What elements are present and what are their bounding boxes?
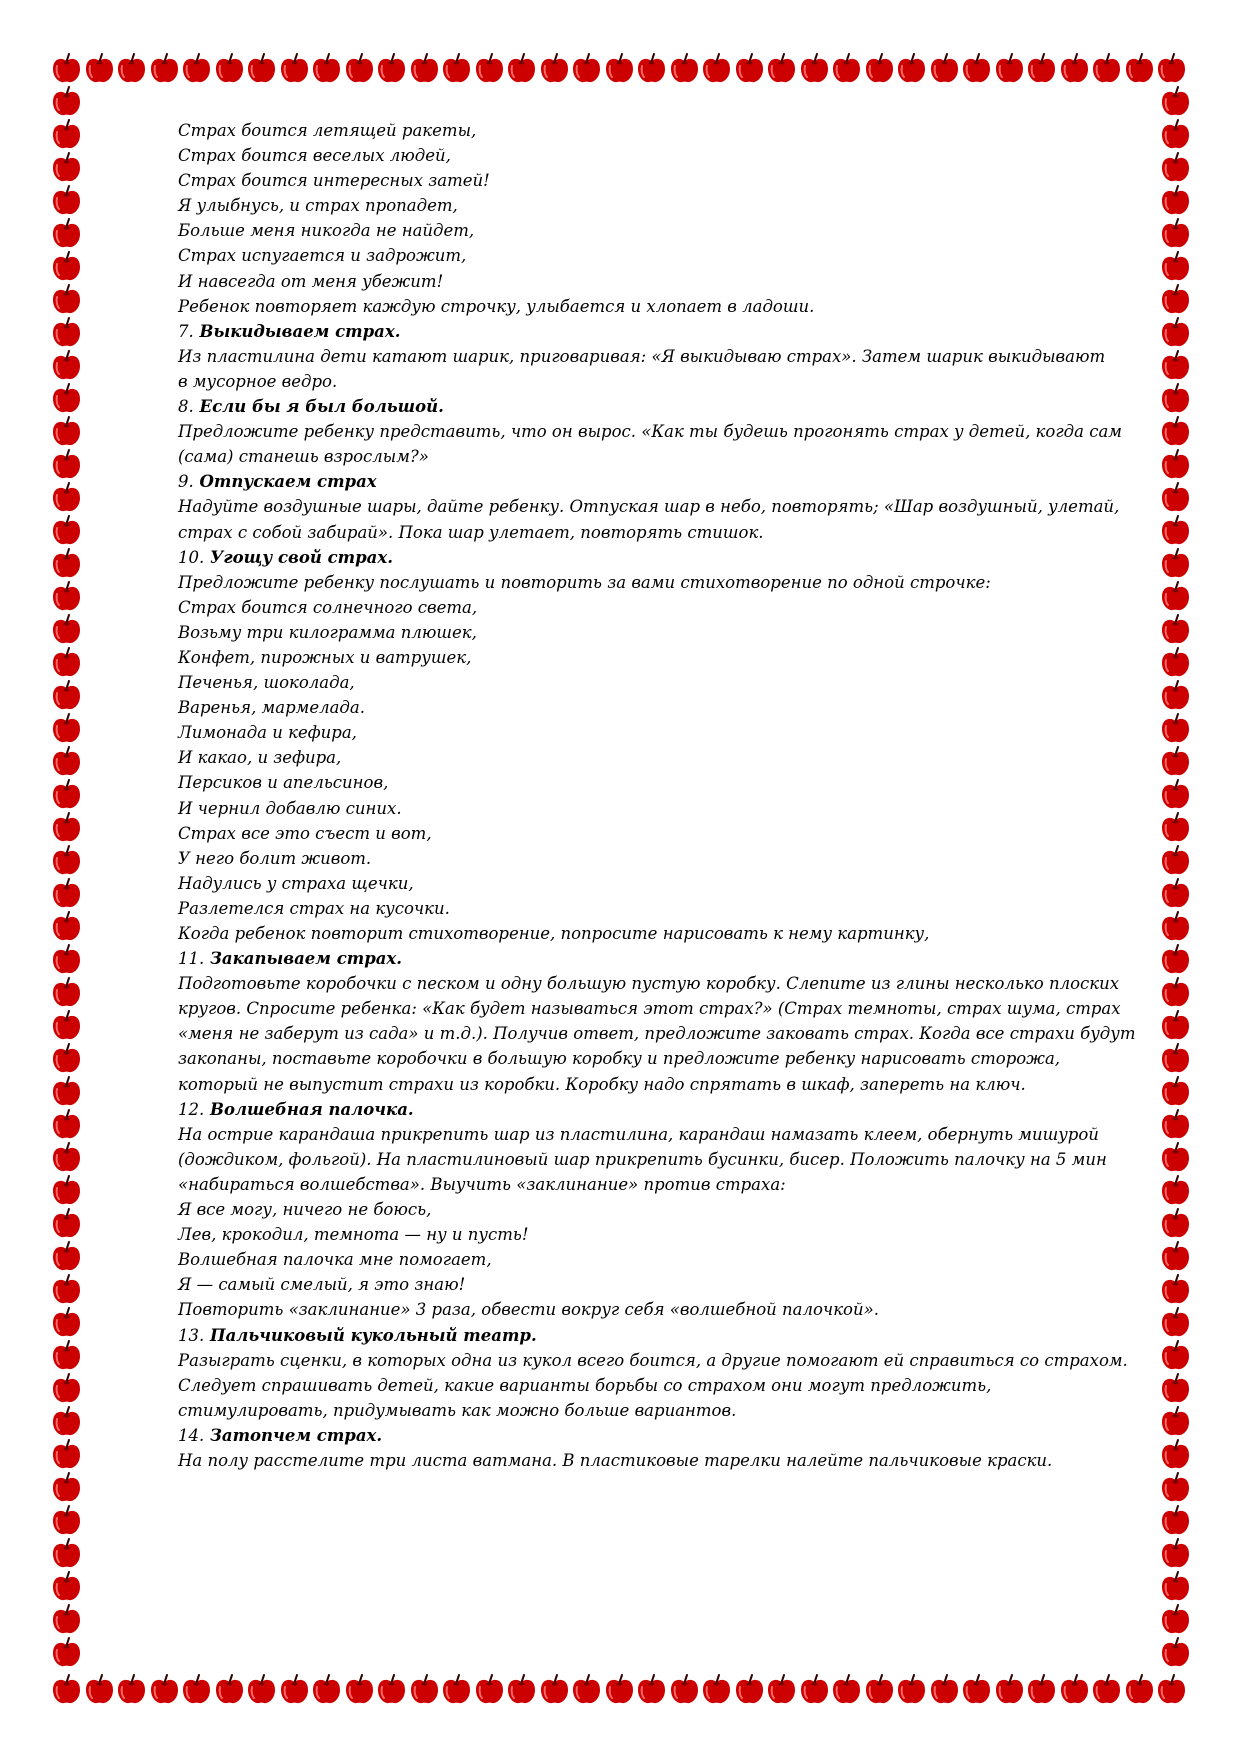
apple-icon — [50, 877, 83, 910]
apple-icon — [668, 1673, 701, 1706]
apple-icon — [538, 1673, 571, 1706]
apple-icon — [1159, 1603, 1192, 1636]
text-line: Страх испугается и задрожит, — [178, 246, 467, 266]
apple-icon — [1159, 151, 1192, 184]
section-title: Выкидываем страх. — [199, 321, 401, 341]
apple-icon — [50, 1306, 83, 1339]
text-line: Персиков и апельсинов, — [178, 773, 389, 793]
text-line: Больше меня никогда не найдет, — [178, 221, 475, 241]
apple-icon — [1090, 52, 1123, 85]
apple-icon — [668, 52, 701, 85]
text-line: закопаны, поставьте коробочки в большую коробку и предложите ребенку нарисовать сторожа, — [178, 1049, 1061, 1069]
section-heading — [178, 946, 1163, 971]
text-line: Предложите ребенку послушать и повторить за вами стихотворение по одной строчке: — [178, 572, 991, 592]
apple-icon — [1159, 778, 1192, 811]
apple-icon — [928, 1673, 961, 1706]
apple-icon — [440, 1673, 473, 1706]
apple-icon — [50, 1141, 83, 1174]
apple-icon — [798, 52, 831, 85]
apple-icon — [50, 1537, 83, 1570]
section-heading — [178, 319, 1163, 344]
text-line: Я улыбнусь, и страх пропадет, — [178, 196, 458, 216]
apple-icon — [1159, 679, 1192, 712]
text-line: Когда ребенок повторит стихотворение, попросите нарисовать к нему картинку, — [178, 924, 930, 943]
apple-icon — [1159, 877, 1192, 910]
apple-icon — [635, 52, 668, 85]
text-line: Я — самый смелый, я это знаю! — [178, 1275, 466, 1295]
apple-icon — [603, 1673, 636, 1706]
apple-icon — [50, 382, 83, 415]
apple-icon — [1159, 745, 1192, 778]
apple-icon — [1159, 1009, 1192, 1042]
apple-icon — [278, 52, 311, 85]
apple-icon — [1159, 811, 1192, 844]
text-line: Из пластилина дети катают шарик, приговаривая: «Я выкидываю страх». Затем шарик выкидывают — [178, 346, 1106, 366]
apple-icon — [1025, 52, 1058, 85]
apple-icon — [50, 514, 83, 547]
apple-icon — [50, 844, 83, 877]
apple-icon — [1159, 1306, 1192, 1339]
apple-icon — [213, 52, 246, 85]
apple-icon — [1159, 1042, 1192, 1075]
apple-icon — [50, 712, 83, 745]
text-line: Я все могу, ничего не боюсь, — [178, 1200, 432, 1220]
section-number: 8. — [178, 397, 194, 417]
section-number: 10. — [178, 547, 205, 567]
document-body — [178, 118, 1163, 1473]
apple-icon — [1159, 1339, 1192, 1372]
apple-border-bottom — [50, 1673, 1188, 1706]
apple-icon — [1123, 52, 1156, 85]
section-title: Волшебная палочка. — [210, 1099, 414, 1119]
apple-icon — [928, 52, 961, 85]
apple-icon — [570, 52, 603, 85]
text-line: «меня не заберут из сада» и т.д.). Получив ответ, предложите заковать страх. Когда все страхи будут — [178, 1024, 1136, 1044]
text-line: кругов. Спросите ребенка: «Как будет называться этот страх?» (Страх темноты, страх шума, страх — [178, 999, 1121, 1019]
section-number: 11. — [178, 949, 205, 969]
apple-icon — [1159, 448, 1192, 481]
apple-icon — [895, 52, 928, 85]
text-line: Страх все это съест и вот, — [178, 823, 432, 843]
apple-icon — [1159, 1240, 1192, 1273]
text-line: Подготовьте коробочки с песком и одну большую пустую коробку. Слепите из глины несколько плоских — [178, 974, 1120, 994]
text-line: в мусорное ведро. — [178, 371, 338, 391]
apple-icon — [1159, 1141, 1192, 1174]
apple-icon — [50, 1504, 83, 1537]
apple-icon — [765, 52, 798, 85]
apple-icon — [310, 1673, 343, 1706]
apple-icon — [115, 52, 148, 85]
text-line: Страх боится интересных затей! — [178, 171, 490, 191]
apple-icon — [1159, 1174, 1192, 1207]
apple-icon — [1159, 184, 1192, 217]
apple-icon — [1159, 1438, 1192, 1471]
apple-icon — [50, 316, 83, 349]
text-line: Надулись у страха щечки, — [178, 873, 414, 893]
apple-icon — [1159, 1207, 1192, 1240]
apple-icon — [50, 85, 83, 118]
apple-icon — [1159, 217, 1192, 250]
apple-icon — [863, 1673, 896, 1706]
text-line: Страх боится летящей ракеты, — [178, 121, 477, 140]
apple-icon — [798, 1673, 831, 1706]
apple-icon — [1159, 1108, 1192, 1141]
apple-icon — [50, 976, 83, 1009]
apple-icon — [960, 1673, 993, 1706]
section-number: 12. — [178, 1099, 205, 1119]
apple-icon — [50, 547, 83, 580]
text-line: И какао, и зефира, — [178, 748, 342, 768]
text-line: Возьму три килограмма плюшек, — [178, 622, 477, 642]
section-heading — [178, 1097, 1163, 1122]
apple-icon — [213, 1673, 246, 1706]
apple-icon — [505, 1673, 538, 1706]
section-number: 7. — [178, 321, 194, 341]
apple-icon — [1159, 1537, 1192, 1570]
apple-icon — [1159, 844, 1192, 877]
apple-icon — [50, 778, 83, 811]
apple-icon — [115, 1673, 148, 1706]
apple-icon — [1159, 1504, 1192, 1537]
apple-icon — [1159, 118, 1192, 151]
apple-icon — [50, 1471, 83, 1504]
apple-icon — [50, 1673, 83, 1706]
apple-icon — [1058, 52, 1091, 85]
apple-icon — [50, 1240, 83, 1273]
apple-icon — [83, 52, 116, 85]
apple-icon — [1159, 1570, 1192, 1603]
apple-icon — [1159, 349, 1192, 382]
apple-icon — [343, 1673, 376, 1706]
apple-icon — [1123, 1673, 1156, 1706]
section-title: Закапываем страх. — [210, 949, 403, 969]
apple-icon — [440, 52, 473, 85]
apple-icon — [1159, 250, 1192, 283]
apple-icon — [245, 1673, 278, 1706]
apple-icon — [1159, 283, 1192, 316]
apple-icon — [1155, 1673, 1188, 1706]
section-number: 9. — [178, 472, 194, 492]
apple-icon — [1159, 382, 1192, 415]
text-line: страх с собой забирай». Пока шар улетает, повторять стишок. — [178, 522, 764, 542]
text-line: На острие карандаша прикрепить шар из пластилина, карандаш намазать клеем, обернуть мишурой — [178, 1124, 1099, 1144]
text-line: Надуйте воздушные шары, дайте ребенку. Отпуская шар в небо, повторять; «Шар воздушный, улетай, — [178, 497, 1120, 517]
section-title: Затопчем страх. — [210, 1425, 383, 1445]
apple-icon — [1159, 943, 1192, 976]
apple-icon — [50, 1042, 83, 1075]
apple-icon — [830, 52, 863, 85]
text-line: (сама) станешь взрослым?» — [178, 447, 429, 467]
apple-icon — [993, 1673, 1026, 1706]
apple-icon — [50, 1339, 83, 1372]
apple-icon — [1159, 712, 1192, 745]
apple-icon — [473, 52, 506, 85]
apple-icon — [570, 1673, 603, 1706]
apple-icon — [1159, 646, 1192, 679]
apple-icon — [1159, 85, 1192, 118]
apple-icon — [830, 1673, 863, 1706]
apple-icon — [50, 1603, 83, 1636]
apple-icon — [1058, 1673, 1091, 1706]
apple-icon — [700, 1673, 733, 1706]
apple-icon — [1159, 514, 1192, 547]
apple-icon — [1159, 547, 1192, 580]
section-heading — [178, 469, 1163, 494]
apple-icon — [1159, 580, 1192, 613]
apple-icon — [310, 52, 343, 85]
apple-icon — [50, 1570, 83, 1603]
apple-icon — [50, 415, 83, 448]
apple-icon — [83, 1673, 116, 1706]
apple-icon — [50, 1273, 83, 1306]
text-line: И навсегда от меня убежит! — [178, 271, 444, 291]
apple-icon — [50, 745, 83, 778]
section-heading — [178, 394, 1163, 419]
text-line: Повторить «заклинание» 3 раза, обвести вокруг себя «волшебной палочкой». — [178, 1300, 879, 1320]
apple-icon — [1155, 52, 1188, 85]
apple-icon — [733, 1673, 766, 1706]
apple-icon — [1159, 1471, 1192, 1504]
apple-icon — [1159, 1273, 1192, 1306]
apple-icon — [960, 52, 993, 85]
apple-icon — [50, 910, 83, 943]
apple-icon — [278, 1673, 311, 1706]
section-title: Отпускаем страх — [199, 472, 377, 492]
apple-icon — [993, 52, 1026, 85]
apple-icon — [1159, 1636, 1192, 1669]
apple-border-right — [1159, 85, 1192, 1669]
text-line: И чернил добавлю синих. — [178, 798, 402, 818]
apple-icon — [635, 1673, 668, 1706]
text-line: Разыграть сценки, в которых одна из кукол всего боится, а другие помогают ей справиться со страхом. — [178, 1350, 1128, 1370]
apple-icon — [180, 52, 213, 85]
apple-icon — [408, 1673, 441, 1706]
apple-icon — [148, 1673, 181, 1706]
apple-icon — [1090, 1673, 1123, 1706]
apple-icon — [1159, 1372, 1192, 1405]
section-number: 13. — [178, 1325, 205, 1345]
apple-icon — [343, 52, 376, 85]
apple-icon — [50, 1207, 83, 1240]
apple-icon — [375, 1673, 408, 1706]
apple-icon — [50, 349, 83, 382]
section-heading — [178, 545, 1163, 570]
apple-icon — [50, 1174, 83, 1207]
apple-icon — [50, 1372, 83, 1405]
apple-icon — [50, 151, 83, 184]
apple-icon — [50, 118, 83, 151]
apple-icon — [180, 1673, 213, 1706]
text-line: У него болит живот. — [178, 848, 372, 868]
text-line: (дождиком, фольгой). На пластилиновый шар прикрепить бусинки, бисер. Положить палочку на 5 мин — [178, 1149, 1107, 1169]
apple-icon — [50, 646, 83, 679]
apple-icon — [50, 1405, 83, 1438]
apple-border-left — [50, 85, 83, 1669]
apple-icon — [50, 448, 83, 481]
apple-icon — [50, 250, 83, 283]
apple-icon — [50, 679, 83, 712]
apple-icon — [1159, 976, 1192, 1009]
section-number: 14. — [178, 1425, 205, 1445]
text-line: Страх боится веселых людей, — [178, 146, 451, 166]
section-heading — [178, 1323, 1163, 1348]
text-line: Ребенок повторяет каждую строчку, улыбается и хлопает в ладоши. — [178, 296, 815, 316]
section-title: Пальчиковый кукольный театр. — [210, 1325, 537, 1345]
apple-icon — [50, 52, 83, 85]
apple-icon — [50, 283, 83, 316]
section-title: Если бы я был большой. — [199, 397, 444, 417]
apple-icon — [50, 1438, 83, 1471]
apple-icon — [50, 184, 83, 217]
apple-icon — [1025, 1673, 1058, 1706]
text-line: Разлетелся страх на кусочки. — [178, 898, 450, 918]
apple-icon — [50, 1636, 83, 1669]
apple-icon — [50, 1108, 83, 1141]
apple-icon — [50, 1009, 83, 1042]
apple-icon — [50, 580, 83, 613]
apple-icon — [50, 1075, 83, 1108]
apple-icon — [50, 217, 83, 250]
apple-icon — [50, 943, 83, 976]
text-line: Предложите ребенку представить, что он вырос. «Как ты будешь прогонять страх у детей, когда сам — [178, 422, 1122, 442]
apple-icon — [1159, 1075, 1192, 1108]
text-line: На полу расстелите три листа ватмана. В пластиковые тарелки налейте пальчиковые краски. — [178, 1450, 1053, 1470]
apple-icon — [863, 52, 896, 85]
text-line: Конфет, пирожных и ватрушек, — [178, 647, 472, 667]
apple-icon — [245, 52, 278, 85]
text-line: Волшебная палочка мне помогает, — [178, 1250, 492, 1270]
apple-icon — [1159, 910, 1192, 943]
apple-icon — [765, 1673, 798, 1706]
apple-icon — [1159, 613, 1192, 646]
text-line: Печенья, шоколада, — [178, 673, 355, 693]
text-line: Варенья, мармелада. — [178, 698, 365, 718]
text-line: стимулировать, придумывать как можно больше вариантов. — [178, 1400, 737, 1420]
text-line: который не выпустит страхи из коробки. Коробку надо спрятать в шкаф, запереть на ключ. — [178, 1074, 1026, 1094]
apple-border-top — [50, 52, 1188, 85]
apple-icon — [1159, 316, 1192, 349]
apple-icon — [408, 52, 441, 85]
apple-icon — [895, 1673, 928, 1706]
apple-icon — [50, 613, 83, 646]
text-line: «набираться волшебства». Выучить «заклинание» против страха: — [178, 1174, 786, 1194]
text-line: Следует спрашивать детей, какие варианты борьбы со страхом они могут предложить, — [178, 1375, 992, 1395]
apple-icon — [473, 1673, 506, 1706]
apple-icon — [538, 52, 571, 85]
apple-icon — [1159, 481, 1192, 514]
apple-icon — [733, 52, 766, 85]
apple-icon — [505, 52, 538, 85]
apple-icon — [148, 52, 181, 85]
apple-icon — [50, 481, 83, 514]
apple-icon — [1159, 415, 1192, 448]
text-line: Лимонада и кефира, — [178, 723, 357, 743]
section-heading — [178, 1423, 1163, 1448]
text-line: Лев, крокодил, темнота — ну и пусть! — [178, 1225, 529, 1245]
apple-icon — [603, 52, 636, 85]
apple-icon — [50, 811, 83, 844]
apple-icon — [1159, 1405, 1192, 1438]
section-title: Угощу свой страх. — [210, 547, 393, 567]
apple-icon — [375, 52, 408, 85]
apple-icon — [700, 52, 733, 85]
text-line: Страх боится солнечного света, — [178, 597, 478, 617]
